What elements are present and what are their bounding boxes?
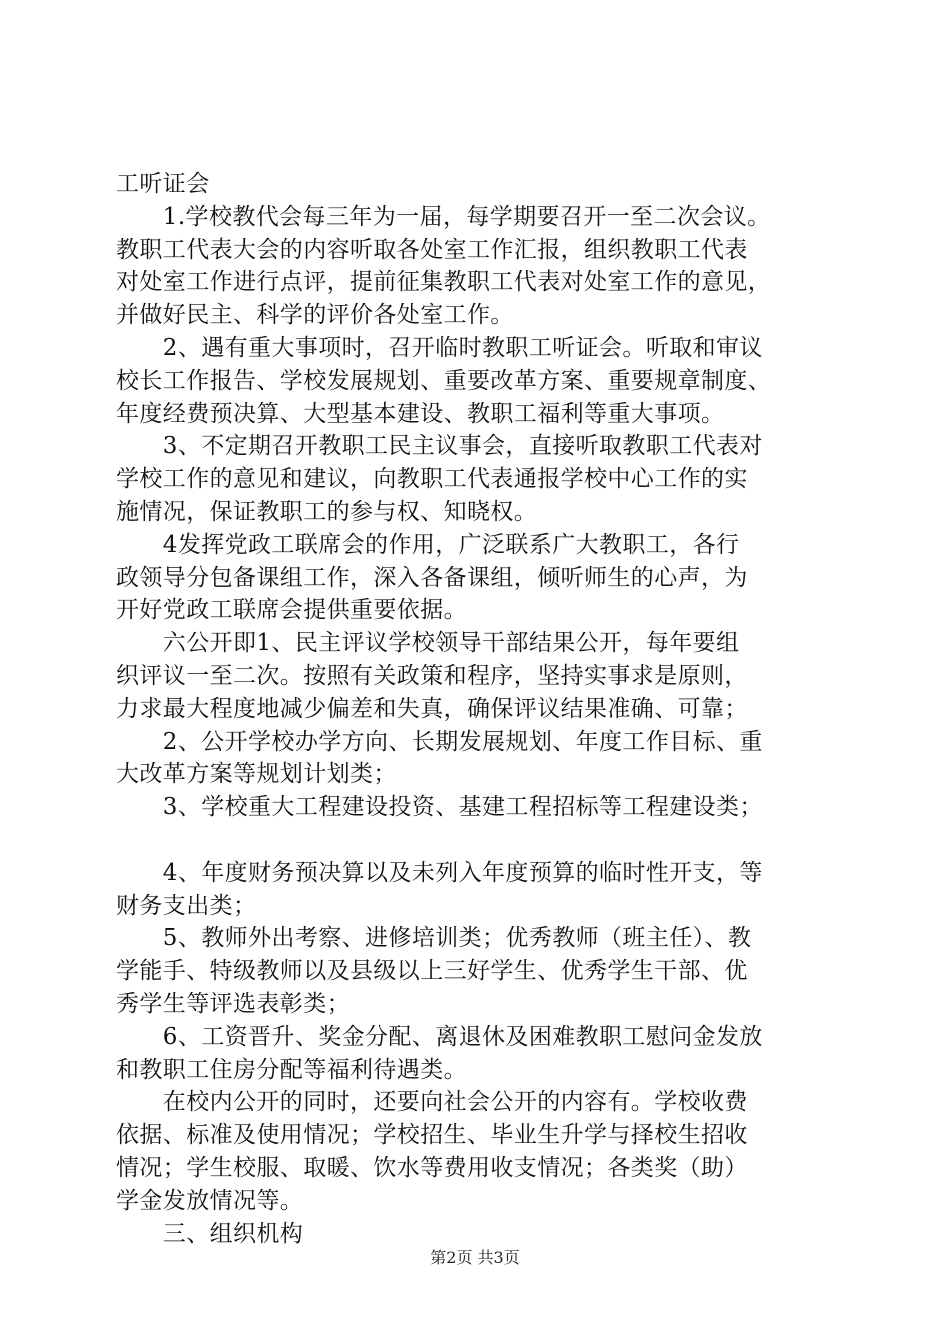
text-line: 教职工代表大会的内容听取各处室工作汇报，组织教职工代表 — [116, 236, 748, 263]
text-line: 情况；学生校服、取暖、饮水等费用收支情况；各类奖（助） — [116, 1154, 748, 1181]
blank-line — [116, 824, 836, 857]
text-line: 六公开即1、民主评议学校领导干部结果公开，每年要组 — [116, 630, 740, 657]
text-line: 在校内公开的同时，还要向社会公开的内容有。学校收费 — [116, 1089, 748, 1116]
text-line: 2、公开学校办学方向、长期发展规划、年度工作目标、重 — [116, 728, 763, 755]
text-line: 秀学生等评选表彰类； — [116, 990, 350, 1017]
text-line: 3、学校重大工程建设投资、基建工程招标等工程建设类； — [116, 794, 763, 821]
text-line: 学能手、特级教师以及县级以上三好学生、优秀学生干部、优 — [116, 958, 748, 985]
text-line: 施情况，保证教职工的参与权、知晓权。 — [116, 498, 538, 525]
text-line: 6、工资晋升、奖金分配、离退休及困难教职工慰问金发放 — [116, 1023, 763, 1050]
text-line: 1.学校教代会每三年为一届，每学期要召开一至二次会议。 — [116, 203, 771, 230]
text-line: 财务支出类； — [116, 892, 257, 919]
text-line: 学校工作的意见和建议，向教职工代表通报学校中心工作的实 — [116, 466, 748, 493]
text-line: 4发挥党政工联席会的作用，广泛联系广大教职工，各行 — [116, 531, 740, 558]
document-body — [116, 168, 836, 1250]
text-line: 织评议一至二次。按照有关政策和程序，坚持实事求是原则， — [116, 662, 748, 689]
text-line: 并做好民主、科学的评价各处室工作。 — [116, 302, 514, 329]
text-line: 依据、标准及使用情况；学校招生、毕业生升学与择校生招收 — [116, 1122, 748, 1149]
text-line: 4、年度财务预决算以及未列入年度预算的临时性开支，等 — [116, 859, 763, 886]
text-line: 3、不定期召开教职工民主议事会，直接听取教职工代表对 — [116, 433, 763, 460]
text-line: 大改革方案等规划计划类； — [116, 761, 397, 788]
text-line: 年度经费预决算、大型基本建设、教职工福利等重大事项。 — [116, 400, 725, 427]
text-line: 对处室工作进行点评，提前征集教职工代表对处室工作的意见， — [116, 269, 772, 296]
text-line: 政领导分包备课组工作，深入各备课组，倾听师生的心声，为 — [116, 564, 748, 591]
text-line: 三、组织机构 — [116, 1220, 304, 1247]
text-line: 校长工作报告、学校发展规划、重要改革方案、重要规章制度、 — [116, 367, 772, 394]
text-line: 5、教师外出考察、进修培训类；优秀教师（班主任）、教 — [116, 925, 752, 952]
text-line: 学金发放情况等。 — [116, 1187, 304, 1214]
text-line: 力求最大程度地减少偏差和失真，确保评议结果准确、可靠； — [116, 695, 748, 722]
text-line: 工听证会 — [116, 171, 210, 197]
text-line: 开好党政工联席会提供重要依据。 — [116, 597, 467, 624]
page-footer: 第2页 共3页 — [430, 1248, 520, 1267]
text-line: 和教职工住房分配等福利待遇类。 — [116, 1056, 467, 1083]
text-line: 2、遇有重大事项时，召开临时教职工听证会。听取和审议 — [116, 334, 763, 361]
